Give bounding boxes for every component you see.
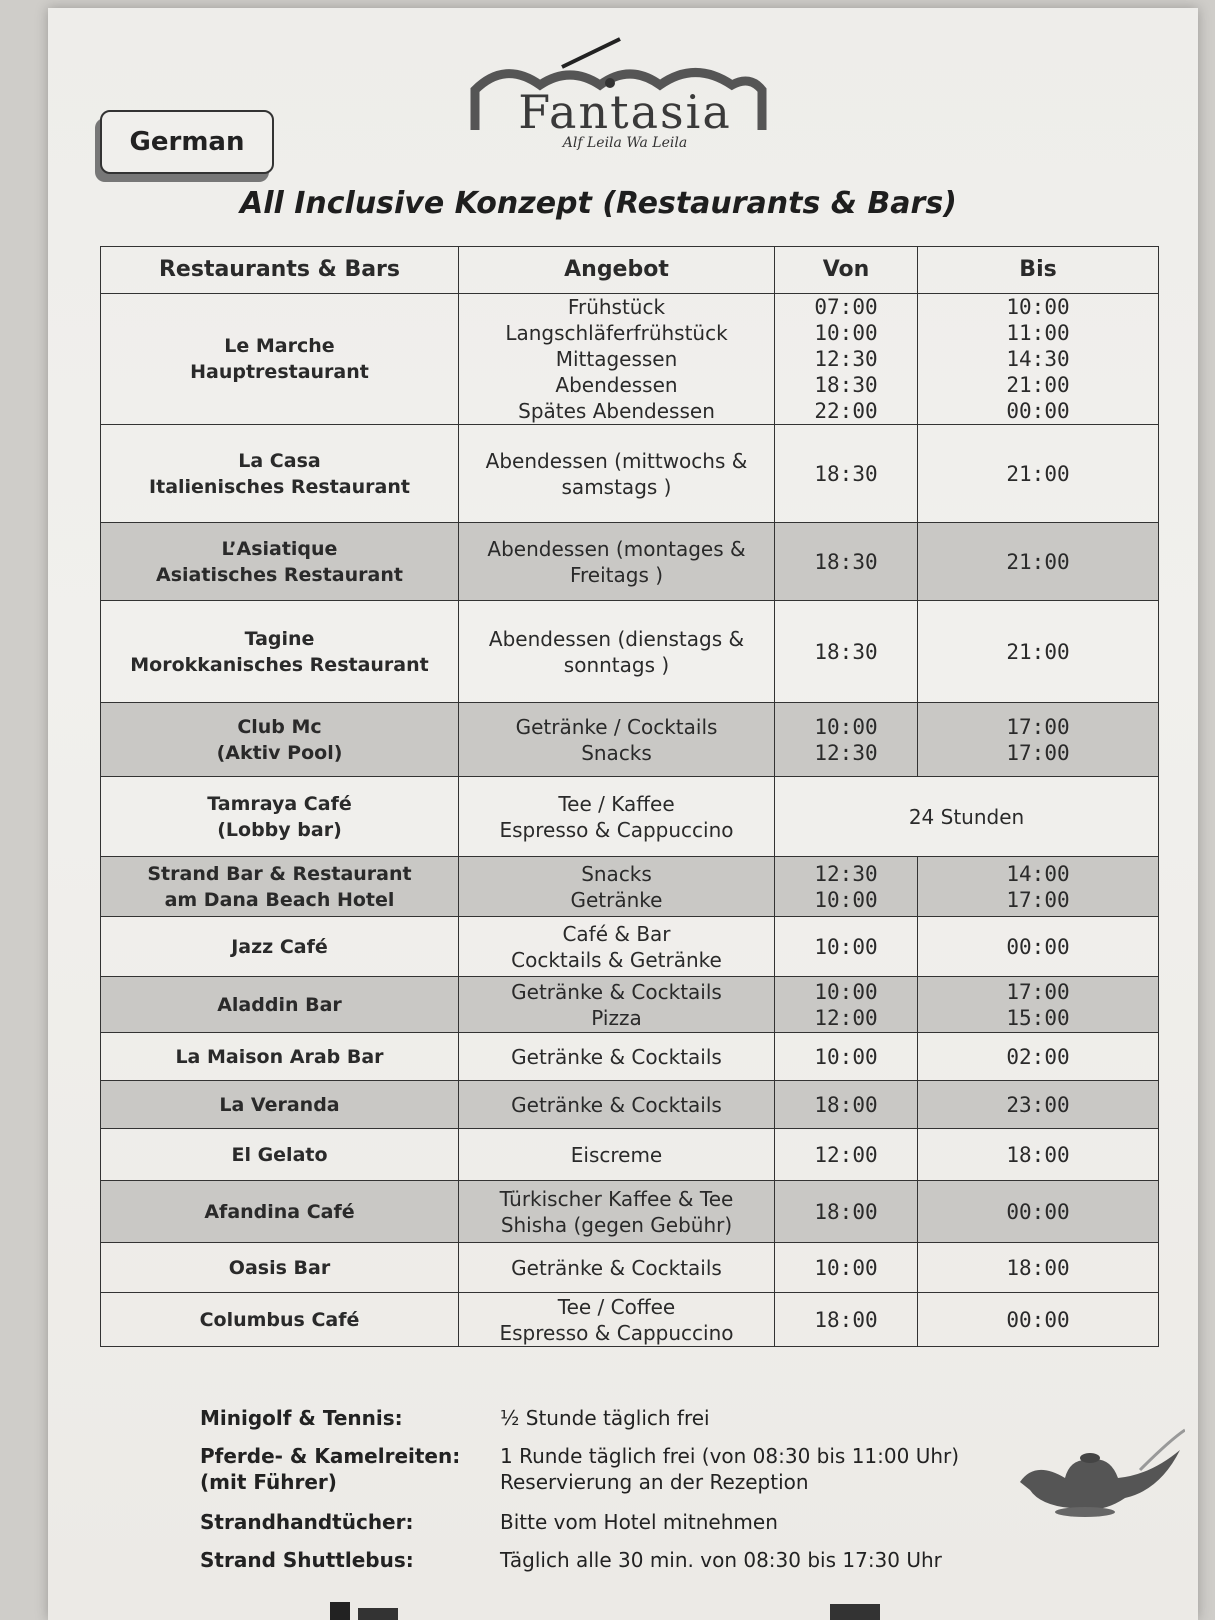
from-time-cell-line: 22:00 bbox=[814, 399, 878, 423]
offer-cell-line: Türkischer Kaffee & Tee bbox=[499, 1186, 734, 1211]
to-time-cell-line: 14:30 bbox=[1006, 347, 1070, 371]
venue-cell-line: L’Asiatique bbox=[221, 537, 338, 560]
from-time-cell-line: 12:00 bbox=[814, 1005, 878, 1030]
page-title: All Inclusive Konzept (Restaurants & Bars) bbox=[240, 186, 957, 221]
to-time-cell-line: 21:00 bbox=[1006, 549, 1070, 574]
to-time-cell-line: 10:00 bbox=[1006, 295, 1070, 319]
offer-cell-line: Café & Bar bbox=[562, 921, 671, 946]
offer-cell bbox=[459, 1243, 775, 1293]
header-from: Von bbox=[775, 247, 918, 294]
to-time-cell bbox=[918, 1293, 1159, 1347]
offer-cell bbox=[459, 1181, 775, 1243]
cut-off-logo-fragment bbox=[330, 1596, 890, 1620]
from-time-cell-line: 18:00 bbox=[814, 1199, 878, 1224]
from-time-cell bbox=[775, 1081, 918, 1129]
to-time-cell-line: 21:00 bbox=[1006, 461, 1070, 486]
from-time-cell bbox=[775, 425, 918, 523]
table-row bbox=[101, 703, 1159, 777]
info-label-line: Pferde- & Kamelreiten: bbox=[200, 1444, 461, 1468]
table-row bbox=[101, 1129, 1159, 1181]
info-row bbox=[200, 1509, 1150, 1547]
from-time-cell bbox=[775, 1033, 918, 1081]
offer-cell-line: Mittagessen bbox=[555, 347, 678, 371]
info-label bbox=[200, 1547, 414, 1573]
from-time-cell-line: 10:00 bbox=[814, 887, 878, 912]
from-time-cell-line: 18:30 bbox=[814, 549, 878, 574]
offer-cell bbox=[459, 601, 775, 703]
to-time-cell-line: 17:00 bbox=[1006, 714, 1070, 739]
info-label bbox=[200, 1405, 403, 1431]
info-row bbox=[200, 1547, 1150, 1587]
offer-cell-line: Cocktails & Getränke bbox=[511, 947, 722, 972]
venue-cell bbox=[101, 1033, 459, 1081]
venue-cell-line: Club Mc bbox=[237, 715, 322, 738]
info-label-line: Minigolf & Tennis: bbox=[200, 1406, 403, 1430]
to-time-cell-line: 17:00 bbox=[1006, 979, 1070, 1004]
to-time-cell bbox=[918, 1129, 1159, 1181]
venue-cell bbox=[101, 857, 459, 917]
magic-lamp-icon bbox=[1010, 1420, 1185, 1520]
from-time-cell bbox=[775, 1293, 918, 1347]
to-time-cell bbox=[918, 1181, 1159, 1243]
venue-cell-line: Aladdin Bar bbox=[217, 993, 342, 1016]
offer-cell-line: Abendessen bbox=[555, 373, 678, 397]
to-time-cell-line: 00:00 bbox=[1006, 1307, 1070, 1332]
from-time-cell bbox=[775, 703, 918, 777]
offer-cell-line: Freitags ) bbox=[569, 562, 664, 587]
logo-name: Fantasia bbox=[518, 85, 732, 139]
venue-cell bbox=[101, 917, 459, 977]
from-time-cell bbox=[775, 523, 918, 601]
offer-cell bbox=[459, 703, 775, 777]
from-time-cell-line: 10:00 bbox=[814, 934, 878, 959]
venue-cell-line: La Veranda bbox=[219, 1093, 340, 1116]
offer-cell bbox=[459, 523, 775, 601]
logo-tagline: Alf Leila Wa Leila bbox=[562, 135, 688, 151]
table-row bbox=[101, 1081, 1159, 1129]
schedule-table bbox=[100, 246, 1159, 1347]
from-time-cell-line: 10:00 bbox=[814, 979, 878, 1004]
offer-cell-line: Shisha (gegen Gebühr) bbox=[500, 1212, 733, 1237]
venue-cell bbox=[101, 601, 459, 703]
info-label-line: Strandhandtücher: bbox=[200, 1510, 414, 1534]
offer-cell-line: Langschläferfrühstück bbox=[505, 321, 728, 345]
venue-cell-line: La Casa bbox=[238, 449, 321, 472]
offer-cell-line: Frühstück bbox=[567, 295, 666, 319]
to-time-cell bbox=[918, 1243, 1159, 1293]
venue-cell-line: Afandina Café bbox=[204, 1200, 355, 1223]
to-time-cell-line: 18:00 bbox=[1006, 1142, 1070, 1167]
from-time-cell-line: 18:00 bbox=[814, 1307, 878, 1332]
venue-cell bbox=[101, 425, 459, 523]
offer-cell bbox=[459, 1293, 775, 1347]
venue-cell-line: am Dana Beach Hotel bbox=[164, 888, 395, 911]
from-time-cell-line: 10:00 bbox=[814, 1044, 878, 1069]
to-time-cell-line: 00:00 bbox=[1006, 1199, 1070, 1224]
offer-cell-line: Getränke bbox=[570, 887, 663, 912]
venue-cell-line: Columbus Café bbox=[199, 1308, 360, 1331]
offer-cell-line: Eiscreme bbox=[570, 1142, 663, 1167]
offer-cell bbox=[459, 425, 775, 523]
venue-cell-line: Le Marche bbox=[224, 335, 335, 357]
offer-cell-line: Pizza bbox=[591, 1005, 642, 1030]
from-time-cell-line: 10:00 bbox=[814, 1255, 878, 1280]
from-time-cell bbox=[775, 294, 918, 425]
info-value-line: Täglich alle 30 min. von 08:30 bis 17:30 Uhr bbox=[500, 1548, 942, 1572]
from-time-cell bbox=[775, 1129, 918, 1181]
offer-cell bbox=[459, 294, 775, 425]
to-time-cell-line: 00:00 bbox=[1006, 399, 1070, 423]
venue-cell bbox=[101, 777, 459, 857]
offer-cell-line: Tee / Coffee bbox=[557, 1294, 676, 1319]
venue-cell-line: (Lobby bar) bbox=[217, 818, 342, 841]
offer-cell-line: Snacks bbox=[581, 861, 652, 886]
from-time-cell-line: 18:30 bbox=[814, 373, 878, 397]
offer-cell-line: Espresso & Cappuccino bbox=[499, 817, 734, 842]
offer-cell-line: sonntags ) bbox=[563, 652, 670, 677]
venue-cell-line: Oasis Bar bbox=[228, 1256, 331, 1279]
offer-cell-line: Getränke & Cocktails bbox=[511, 1255, 722, 1280]
to-time-cell bbox=[918, 917, 1159, 977]
offer-cell bbox=[459, 917, 775, 977]
offer-cell-line: Abendessen (dienstags & bbox=[488, 626, 745, 651]
to-time-cell-line: 14:00 bbox=[1006, 861, 1070, 886]
offer-cell-line: Abendessen (mittwochs & bbox=[485, 448, 748, 473]
venue-cell-line: Morokkanisches Restaurant bbox=[130, 653, 429, 676]
table-row bbox=[101, 977, 1159, 1033]
from-time-cell-line: 10:00 bbox=[814, 714, 878, 739]
to-time-cell-line: 23:00 bbox=[1006, 1092, 1070, 1117]
table-row bbox=[101, 1293, 1159, 1347]
to-time-cell-line: 21:00 bbox=[1006, 639, 1070, 664]
to-time-cell-line: 18:00 bbox=[1006, 1255, 1070, 1280]
from-time-cell-line: 12:30 bbox=[814, 740, 878, 765]
from-time-cell-line: 12:30 bbox=[814, 347, 878, 371]
to-time-cell bbox=[918, 523, 1159, 601]
venue-cell-line: Jazz Café bbox=[231, 935, 328, 958]
venue-cell bbox=[101, 1129, 459, 1181]
from-time-cell-line: 10:00 bbox=[814, 321, 878, 345]
offer-cell-line: Abendessen (montages & bbox=[487, 536, 746, 561]
offer-cell bbox=[459, 777, 775, 857]
venue-cell-line: Strand Bar & Restaurant bbox=[147, 862, 412, 885]
to-time-cell-line: 11:00 bbox=[1006, 321, 1070, 345]
info-label bbox=[200, 1509, 414, 1535]
info-value bbox=[500, 1443, 959, 1495]
table-row bbox=[101, 1033, 1159, 1081]
venue-cell bbox=[101, 977, 459, 1033]
venue-cell-line: (Aktiv Pool) bbox=[216, 741, 343, 764]
to-time-cell bbox=[918, 601, 1159, 703]
info-label-line: (mit Führer) bbox=[200, 1470, 337, 1494]
from-time-cell bbox=[775, 977, 918, 1033]
venue-cell bbox=[101, 294, 459, 425]
venue-cell bbox=[101, 1293, 459, 1347]
offer-cell bbox=[459, 1033, 775, 1081]
to-time-cell-line: 17:00 bbox=[1006, 887, 1070, 912]
hours-span-cell: 24 Stunden bbox=[775, 777, 1159, 857]
venue-cell-line: Tamraya Café bbox=[207, 792, 352, 815]
to-time-cell-line: 02:00 bbox=[1006, 1044, 1070, 1069]
from-time-cell-line: 12:30 bbox=[814, 861, 878, 886]
header-venue: Restaurants & Bars bbox=[101, 247, 459, 294]
from-time-cell-line: 18:00 bbox=[814, 1092, 878, 1117]
offer-cell-line: Tee / Kaffee bbox=[558, 791, 675, 816]
from-time-cell bbox=[775, 1243, 918, 1293]
venue-cell-line: Hauptrestaurant bbox=[190, 361, 369, 383]
offer-cell-line: Getränke / Cocktails bbox=[515, 714, 718, 739]
from-time-cell-line: 07:00 bbox=[814, 295, 878, 319]
venue-cell-line: La Maison Arab Bar bbox=[175, 1045, 384, 1068]
venue-cell-line: Italienisches Restaurant bbox=[149, 475, 410, 498]
venue-cell bbox=[101, 1081, 459, 1129]
offer-cell-line: Getränke & Cocktails bbox=[511, 1044, 722, 1069]
offer-cell-line: Snacks bbox=[581, 740, 652, 765]
info-label-line: Strand Shuttlebus: bbox=[200, 1548, 414, 1572]
offer-cell-line: Getränke & Cocktails bbox=[511, 1092, 722, 1117]
offer-cell bbox=[459, 977, 775, 1033]
info-value-line: ½ Stunde täglich frei bbox=[500, 1406, 710, 1430]
venue-cell bbox=[101, 523, 459, 601]
from-time-cell bbox=[775, 917, 918, 977]
from-time-cell-line: 12:00 bbox=[814, 1142, 878, 1167]
offer-cell bbox=[459, 857, 775, 917]
to-time-cell bbox=[918, 977, 1159, 1033]
info-value-line: Bitte vom Hotel mitnehmen bbox=[500, 1510, 778, 1534]
table-row bbox=[101, 1243, 1159, 1293]
to-time-cell-line: 21:00 bbox=[1006, 373, 1070, 397]
offer-cell-line: Spätes Abendessen bbox=[518, 399, 715, 423]
info-row bbox=[200, 1443, 1150, 1509]
table-header-row bbox=[101, 247, 1159, 294]
to-time-cell bbox=[918, 857, 1159, 917]
offer-cell bbox=[459, 1129, 775, 1181]
info-value-line: 1 Runde täglich frei (von 08:30 bis 11:00 Uhr) bbox=[500, 1444, 960, 1468]
venue-cell-line: Asiatisches Restaurant bbox=[156, 563, 403, 586]
info-footer bbox=[200, 1405, 1150, 1587]
table-row bbox=[101, 294, 1159, 425]
from-time-cell-line: 18:30 bbox=[814, 639, 878, 664]
to-time-cell bbox=[918, 425, 1159, 523]
info-value bbox=[500, 1547, 942, 1573]
table-row bbox=[101, 777, 1159, 857]
to-time-cell-line: 15:00 bbox=[1006, 1005, 1070, 1030]
table-row bbox=[101, 917, 1159, 977]
info-label bbox=[200, 1443, 460, 1495]
to-time-cell bbox=[918, 703, 1159, 777]
to-time-cell bbox=[918, 294, 1159, 425]
venue-cell bbox=[101, 1181, 459, 1243]
offer-cell-line: Getränke & Cocktails bbox=[511, 979, 722, 1004]
offer-cell-line: samstags ) bbox=[561, 474, 672, 499]
to-time-cell bbox=[918, 1081, 1159, 1129]
table-row bbox=[101, 857, 1159, 917]
hotel-logo bbox=[470, 35, 770, 160]
venue-cell bbox=[101, 1243, 459, 1293]
table-row bbox=[101, 425, 1159, 523]
header-to: Bis bbox=[918, 247, 1159, 294]
venue-cell bbox=[101, 703, 459, 777]
language-badge: German bbox=[100, 110, 274, 174]
venue-cell-line: Tagine bbox=[244, 627, 315, 650]
from-time-cell bbox=[775, 601, 918, 703]
to-time-cell-line: 00:00 bbox=[1006, 934, 1070, 959]
from-time-cell bbox=[775, 1181, 918, 1243]
info-value bbox=[500, 1509, 778, 1535]
table-row bbox=[101, 1181, 1159, 1243]
from-time-cell bbox=[775, 857, 918, 917]
offer-cell-line: Espresso & Cappuccino bbox=[499, 1320, 734, 1345]
offer-cell bbox=[459, 1081, 775, 1129]
to-time-cell bbox=[918, 1033, 1159, 1081]
info-value bbox=[500, 1405, 710, 1431]
schedule-body bbox=[101, 294, 1159, 1347]
table-row bbox=[101, 523, 1159, 601]
to-time-cell-line: 17:00 bbox=[1006, 740, 1070, 765]
info-row bbox=[200, 1405, 1150, 1443]
from-time-cell-line: 18:30 bbox=[814, 461, 878, 486]
header-offer: Angebot bbox=[459, 247, 775, 294]
table-row bbox=[101, 601, 1159, 703]
venue-cell-line: El Gelato bbox=[231, 1143, 328, 1166]
info-value-line: Reservierung an der Rezeption bbox=[500, 1470, 809, 1494]
